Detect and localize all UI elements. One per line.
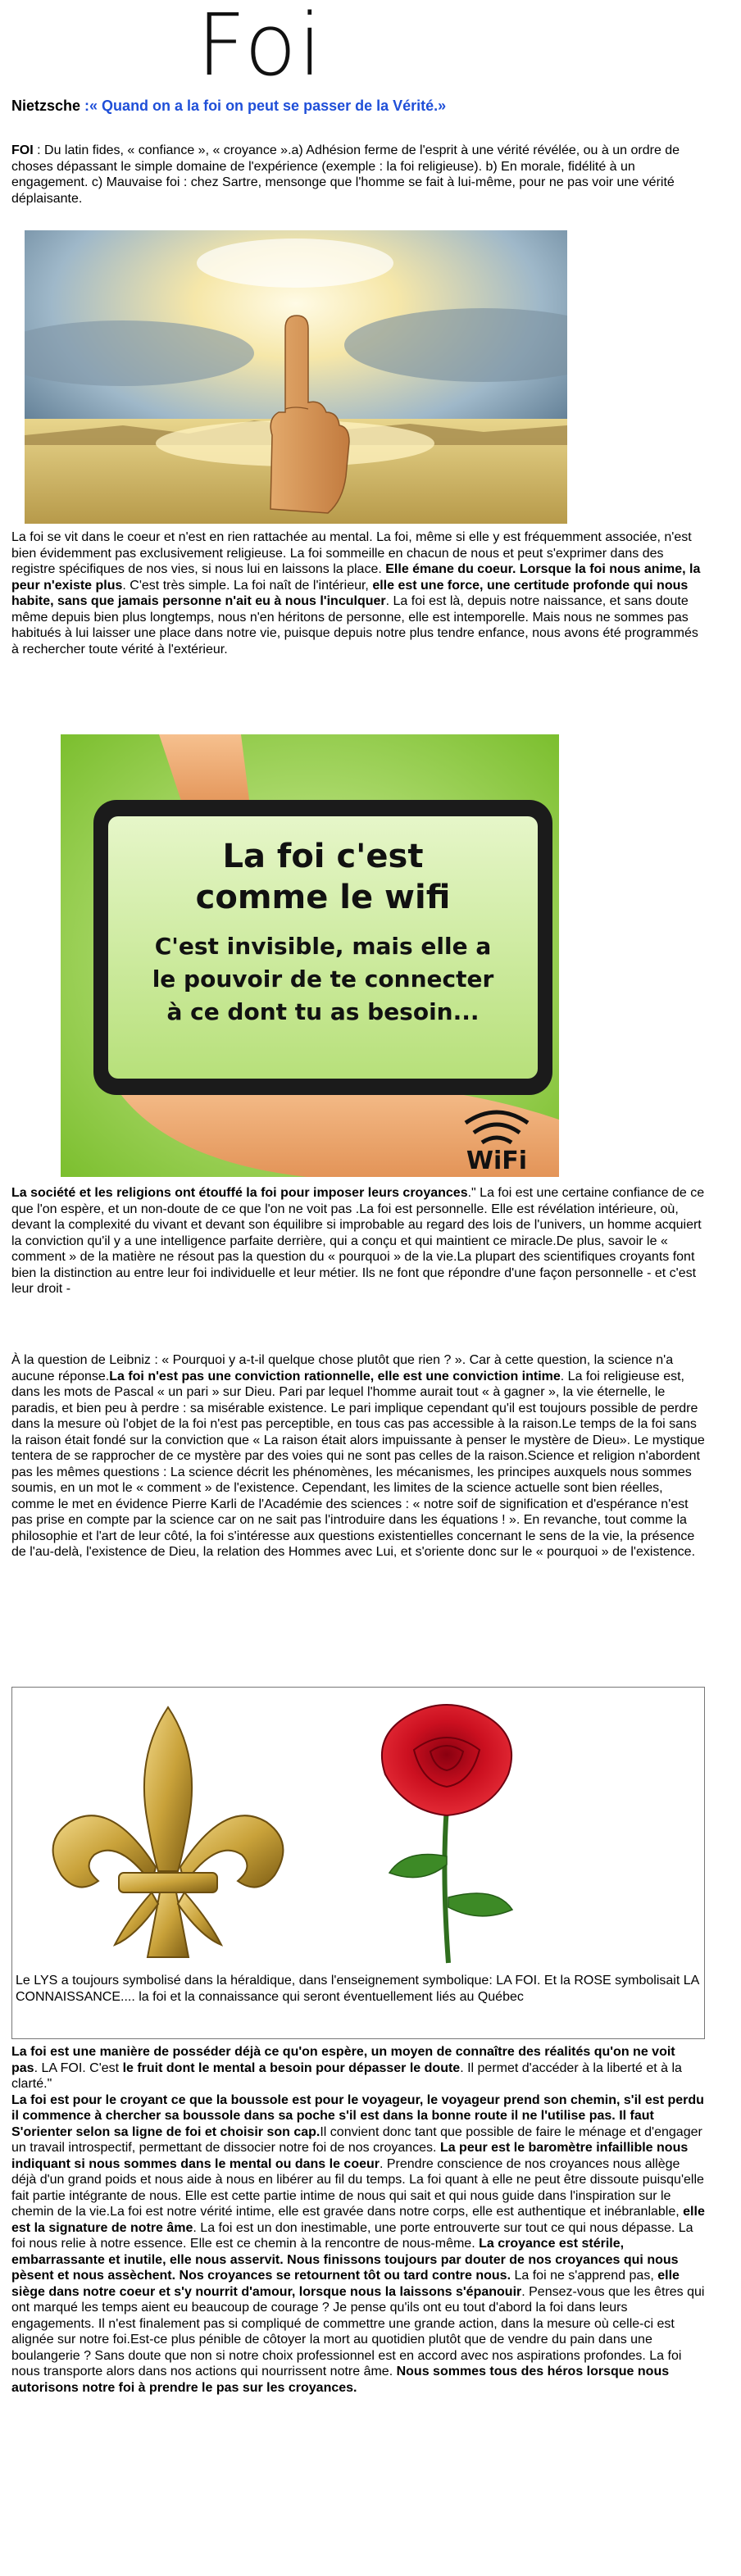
wifi-phone-image bbox=[61, 734, 559, 1177]
text-run: . La foi est un don inestimable, une porte entrouverte sur tout ce qui nous dépasse. La foi nous relie à notre essence. Elle est ce chemin à la rencontre de nous-même. bbox=[11, 2220, 693, 2251]
bold-run: La peur est le baromètre infaillible nous indiquant si nous sommes dans le mental ou dans le coeur bbox=[11, 2141, 689, 2171]
bold-run: Nous sommes tous des héros lorsque nous autorisons notre foi à prendre le pas sur les croyances. bbox=[11, 2365, 670, 2395]
text-run: La foi ne s'apprend pas, bbox=[511, 2269, 658, 2283]
wifi-logo-text: WiFi bbox=[466, 1147, 528, 1175]
text-run: . Prendre conscience de nos croyances nous allège déjà d'un grand poids et nous aide à nous en libérer au fil du temps. La foi quant à elle ne peut être dissoute puisqu'elle fait partie intégrante de nous. Elle est cette partie intime de nous qui sait et qui nous guide dans l'inspiration sur le chemin de la vie.La foi est notre vérité intime, elle est gravée dans notre corps, elle est authentique et inébranlable, bbox=[11, 2156, 704, 2219]
lys-rose-figure bbox=[11, 1687, 705, 2039]
wifi-line4: le pouvoir de te connecter bbox=[152, 965, 494, 993]
text-run: La foi se vit dans le coeur et n'est en rien rattachée au mental. La foi, même si elle y est fréquemment associée, n'est bien évidemment pas exclusivement religieuse. La foi sommeille en chacun de nous et peut s'exprimer dans des registre spécifiques de nos vies, si nous lui en laissons la place. bbox=[11, 530, 692, 576]
paragraph-coeur bbox=[11, 529, 705, 657]
paragraph-boussole bbox=[11, 2044, 705, 2396]
bold-run: elle est une force, une certitude profonde qui nous habite, sans que jamais personne n'ait eu à nous l'inculquer bbox=[11, 578, 689, 608]
text-run: . La foi religieuse est, dans les mots de Pascal « un pari » sur Dieu. Pari par lequel l'homme aurait tout « à gagner », la vie éternelle, le paradis, et bien peu à perdre : sa misérable existence. Le pari implique cependant qu'il est toujours possible de perdre dans la mesure où l'objet de la foi n'est pas perceptible, en tous cas pas accessible à la raison.Le temps de la foi sans la raison était fondé sur la conviction que « La raison était alors impuissante à penser le mystère de Dieu». Le mystique tentera de se rapprocher de ce mystère par des voies qui ne sont pas celles de la raison.Science et religion n'abordent pas les mêmes questions : La science décrit les phénomènes, les mécanismes, les principes auxquels nous sommes soumis, en un mot le « comment » de l'existence. Cependant, les limites de la science actuelle sont bien réelles, comme le met en évidence Pierre Karli de l'Académie des sciences : « notre soif de signification et d'espérance n'est pas prise en compte par la science car on ne sait pas l'introduire dans les équations ! ». En revanche, tout comme la philosophie et l'art de leur côté, la foi s'intéresse aux questions existentielles concernant le sens de la vie, la présence de l'au-delà, l'existence de Dieu, la relation des Hommes avec Lui, et s'oriente donc sur le « pourquoi » de l'existence. bbox=[11, 1369, 705, 1559]
text-run: ." La foi est une certaine confiance de ce que l'on espère, et un non-doute de ce que l'on ne voit pas .La foi est personnelle. Elle est révélation intérieure, où, devant la complexité du vivant et devant son équilibre si improbable au regard des lois de l'univers, un homme acquiert la conviction qu'il y a une intelligence parfaite derrière, qui a conçu et qui maintient ce miracle.De plus, savoir le « comment » de la matière ne résout pas la question du « pourquoi » de la vie.La plupart des scientifiques croyants font bien la distinction au entre leur foi individuelle et leur métier. Ils ne font que répondre d'une façon personnelle - et c'est leur droit - bbox=[11, 1186, 705, 1296]
bold-run: La croyance est stérile, embarrassante et inutile, elle nous asservit. Nous finissons toujours par douter de nos croyances qui nous pèsent et nous assèchent. Nos croyances se retournent tôt ou tard contre nous. bbox=[11, 2237, 679, 2283]
definition-term: FOI bbox=[11, 143, 34, 157]
definition-paragraph bbox=[11, 143, 705, 207]
red-rose-icon bbox=[357, 1692, 537, 1971]
bold-run: La foi est une manière de posséder déjà ce qu'on espère, un moyen de connaître des réalités qu'on ne voit pas bbox=[11, 2045, 675, 2075]
page-title: Foi bbox=[197, 0, 324, 95]
bold-run: La foi n'est pas une conviction rationnelle, elle est une conviction intime bbox=[109, 1369, 561, 1383]
text-run: À la question de Leibniz : « Pourquoi y a-t-il quelque chose plutôt que rien ? ». Car à cette question, la science n'a aucune réponse. bbox=[11, 1353, 674, 1383]
wifi-phone-illustration bbox=[61, 734, 559, 1177]
bold-run: le fruit dont le mental a besoin pour dépasser le doute bbox=[122, 2060, 461, 2075]
quote-text: « Quand on a la foi on peut se passer de la Vérité.» bbox=[89, 98, 447, 114]
definition-text: : Du latin fides, « confiance », « croyance ».a) Adhésion ferme de l'esprit à une vérité révélée, ou à un ordre de choses dépassant le simple domaine de l'expérience (exemple : la foi religieuse). b) En morale, fidélité à un engagement. c) Mauvaise foi : chez Sartre, mensonge que l'homme se fait à lui-même, pour ne pas voir une vérité déplaisante. bbox=[11, 143, 680, 206]
bold-run: Elle émane du coeur. Lorsque la foi nous anime, la peur n'existe plus bbox=[11, 562, 701, 593]
hand-sky-image bbox=[25, 230, 567, 524]
wifi-line2: comme le wifi bbox=[195, 879, 451, 916]
text-run: . Pensez-vous que les êtres qui ont marqué les temps aient eu beaucoup de courage ? Je pense qu'ils ont eu tout d'abord la foi dans leurs engagements. Il n'est finalement pas si compliqué de commettre une grande action, dans la mesure où celle-ci est alignée sur notre foi.Est-ce plus pénible de côtoyer la mort au quotidien plutôt que de vendre du pain dans une boulangerie ? Sans doute que non si notre choix professionnel est en accord avec nos aspirations profondes. La foi nous transporte alors dans nos actions qui nourrissent notre âme. bbox=[11, 2284, 705, 2378]
quote-author: Nietzsche bbox=[11, 98, 81, 114]
bold-run: elle siège dans notre coeur et s'y nourrit d'amour, lorsque nous la laissons s'épanouir bbox=[11, 2269, 680, 2299]
bold-run: La société et les religions ont étouffé la foi pour imposer leurs croyances bbox=[11, 1186, 468, 1200]
wifi-line1: La foi c'est bbox=[222, 838, 424, 875]
text-run: Il convient donc tant que possible de faire le ménage et d'engager un travail introspectif, permettant de dissocier notre foi de nos croyances. bbox=[11, 2124, 702, 2155]
text-run: . C'est très simple. La foi naît de l'intérieur, bbox=[122, 578, 373, 593]
text-run: . Il permet d'accéder à la liberté et à la clarté." bbox=[11, 2060, 682, 2091]
bold-run: elle est la signature de notre âme bbox=[11, 2205, 705, 2235]
paragraph-societe bbox=[11, 1185, 705, 1297]
quote-line bbox=[11, 98, 446, 115]
figure-caption: Le LYS a toujours symbolisé dans la héraldique, dans l'enseignement symbolique: LA FOI. Et la ROSE symbolisait LA CONNAISSANCE.... la foi et la connaissance qui seront éventuellement liés au Québec bbox=[16, 1974, 699, 2004]
paragraph-leibniz bbox=[11, 1352, 705, 1561]
fleur-de-lys-icon bbox=[37, 1699, 299, 1969]
text-run: . La foi est là, depuis notre naissance, et sans doute même depuis bien plus longtemps, nous n'en héritons de personne, elle est intemporelle. Mais nous ne sommes pas habitués à lui laisser une place dans notre vie, puisque depuis notre plus tendre enfance, nous avons été programmés à rechercher toute vérité à l'extérieur. bbox=[11, 594, 698, 656]
wifi-line5: à ce dont tu as besoin... bbox=[166, 998, 480, 1025]
wifi-line3: C'est invisible, mais elle a bbox=[154, 933, 492, 960]
hand-sky-illustration bbox=[25, 230, 567, 524]
quote-separator: : bbox=[80, 98, 90, 114]
text-run: . LA FOI. C'est bbox=[34, 2060, 123, 2075]
bold-run: La foi est pour le croyant ce que la boussole est pour le voyageur, le voyageur prend son chemin, s'il est perdu il commence à chercher sa boussole dans sa poche s'il est dans la bonne route il ne l'utilise pas. Il faut S'orienter selon sa ligne de foi et choisir son cap. bbox=[11, 2092, 704, 2139]
